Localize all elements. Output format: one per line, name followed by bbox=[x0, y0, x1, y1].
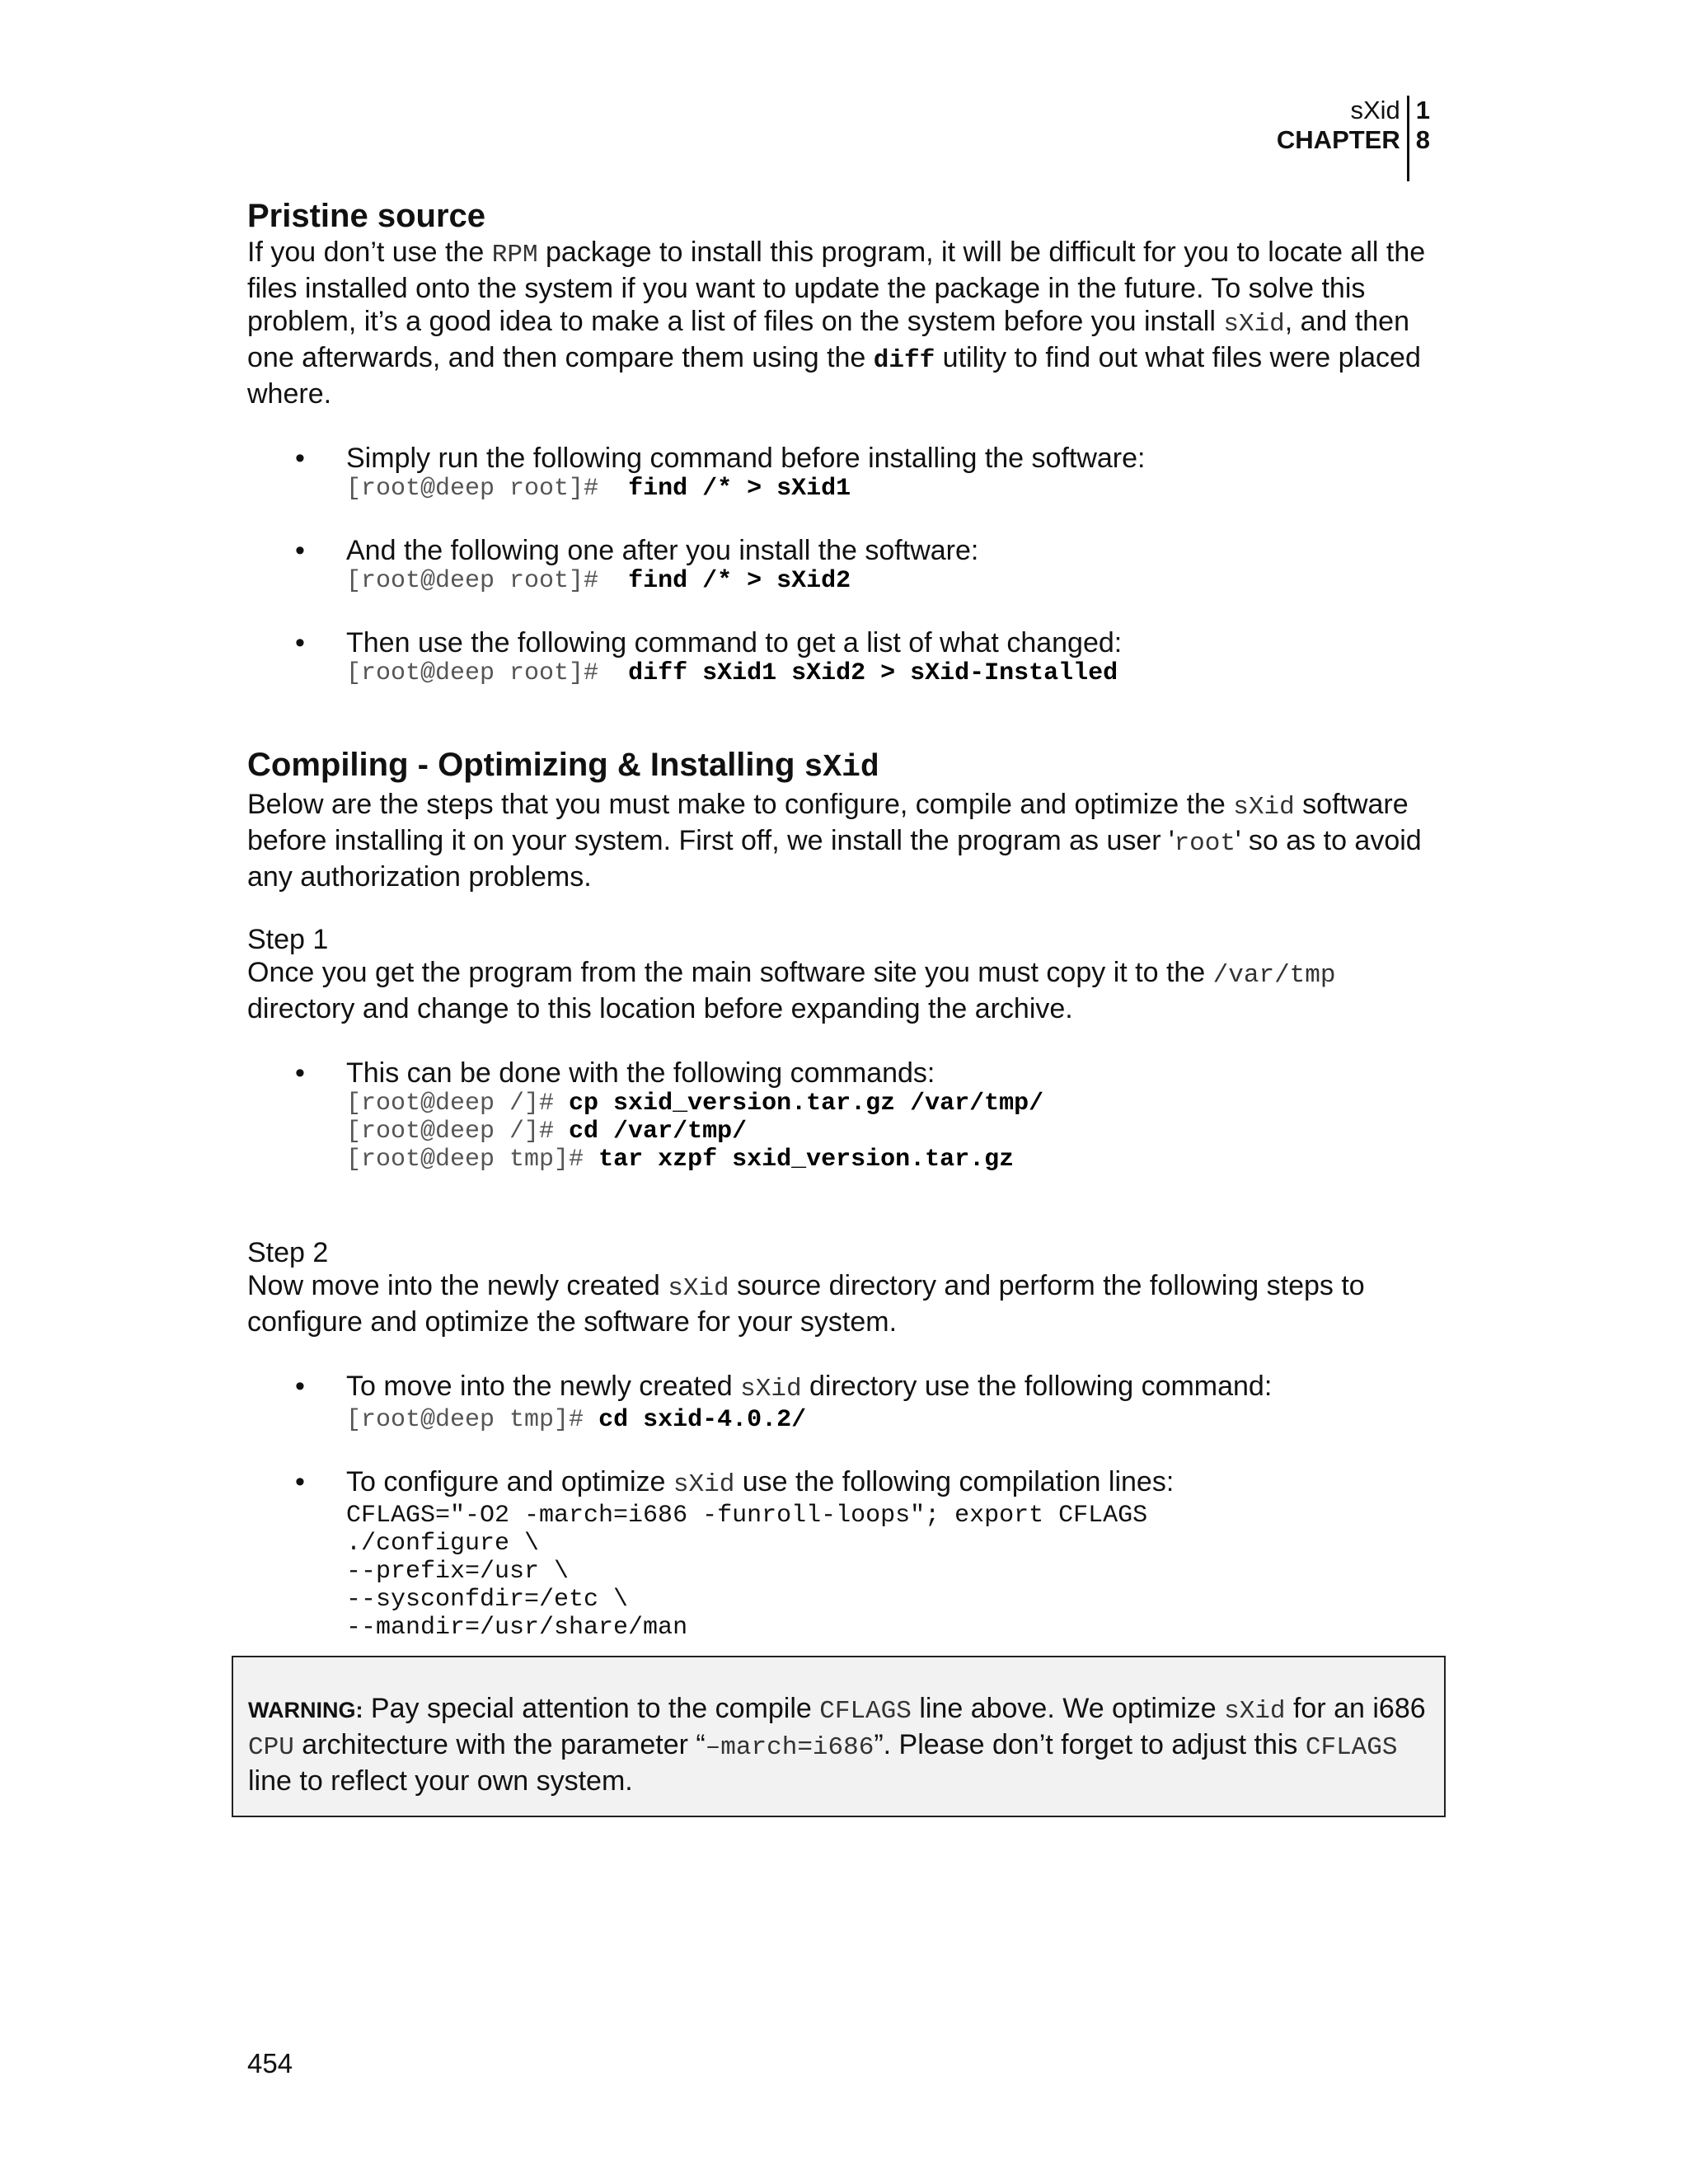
code-run: sXid bbox=[668, 1274, 729, 1303]
code-run: sXid bbox=[1223, 310, 1285, 339]
shell-command: find /* > sXid2 bbox=[628, 567, 851, 595]
list-item bbox=[247, 1370, 1442, 1434]
shell-command: cp sxid_version.tar.gz /var/tmp/ bbox=[569, 1090, 1044, 1118]
code-run: –march=i686 bbox=[705, 1733, 874, 1762]
text-run: ' so as to avoid any authorization problems. bbox=[247, 825, 1422, 893]
shell-command: cd /var/tmp/ bbox=[569, 1118, 748, 1146]
text-run: directory and change to this location before expanding the archive. bbox=[247, 993, 1073, 1024]
code-run: CPU bbox=[248, 1733, 294, 1762]
text-run: If you don’t use the bbox=[247, 237, 492, 268]
text-run: software before installing it on your system. First off, we install the program as user ' bbox=[247, 789, 1409, 856]
bullet-text: And the following one after you install the software: bbox=[346, 535, 979, 566]
code-run: root bbox=[1174, 829, 1236, 858]
bullet-text: This can be done with the following commands: bbox=[346, 1057, 935, 1089]
bullet-icon: • bbox=[295, 443, 305, 474]
compile-line: CFLAGS="-O2 -march=i686 -funroll-loops"; export CFLAGS bbox=[346, 1502, 1148, 1530]
code-run: diff bbox=[873, 346, 935, 375]
text-run: ”. Please don’t forget to adjust this bbox=[874, 1729, 1306, 1760]
bullet-icon: • bbox=[295, 1466, 305, 1497]
bullet-icon: • bbox=[295, 627, 305, 658]
code-run: /var/tmp bbox=[1212, 961, 1336, 990]
heading-code: sXid bbox=[804, 750, 879, 785]
compiling-paragraph bbox=[247, 788, 1442, 893]
shell-prompt: [root@deep /]# bbox=[346, 1090, 570, 1118]
text-run: To move into the newly created bbox=[346, 1371, 741, 1402]
header-labels bbox=[1277, 96, 1409, 181]
bullet-text bbox=[346, 1370, 1442, 1406]
command-line bbox=[346, 1090, 1442, 1118]
text-run: To configure and optimize bbox=[346, 1466, 673, 1497]
compile-line: --sysconfdir=/etc \ bbox=[346, 1586, 629, 1614]
shell-prompt: [root@deep root]# bbox=[346, 659, 629, 687]
code-run: sXid bbox=[1224, 1697, 1286, 1726]
bullet-text bbox=[346, 1465, 1442, 1502]
list-item bbox=[247, 442, 1442, 503]
pristine-heading: Pristine source bbox=[247, 198, 486, 234]
command-line bbox=[346, 475, 1442, 503]
header-chapter-number bbox=[1409, 96, 1430, 181]
text-run: utility to find out what files were placed where. bbox=[247, 342, 1421, 410]
header-chapter-label: CHAPTER bbox=[1276, 125, 1400, 154]
shell-command: cd sxid-4.0.2/ bbox=[598, 1406, 807, 1434]
page-number: 454 bbox=[247, 2048, 293, 2079]
compile-line: ./configure \ bbox=[346, 1530, 540, 1558]
warning-box bbox=[232, 1656, 1446, 1817]
code-run: sXid bbox=[1233, 793, 1295, 822]
shell-prompt: [root@deep root]# bbox=[346, 567, 629, 595]
text-run: directory use the following command: bbox=[801, 1371, 1273, 1402]
chapter-number-1: 1 bbox=[1415, 96, 1430, 124]
command-line bbox=[346, 1118, 1442, 1146]
command-line bbox=[346, 567, 1442, 595]
step1-paragraph bbox=[247, 956, 1442, 1025]
compile-line: --prefix=/usr \ bbox=[346, 1558, 570, 1586]
text-run: Pay special attention to the compile bbox=[363, 1693, 820, 1724]
list-item bbox=[247, 626, 1442, 687]
chapter-number-2: 8 bbox=[1415, 125, 1430, 154]
text-run: Now move into the newly created bbox=[247, 1270, 668, 1301]
bullet-text: Then use the following command to get a list of what changed: bbox=[346, 627, 1123, 658]
command-line bbox=[346, 659, 1442, 687]
bullet-icon: • bbox=[295, 1371, 305, 1402]
bullet-text: Simply run the following command before installing the software: bbox=[346, 443, 1146, 474]
shell-prompt: [root@deep root]# bbox=[346, 475, 629, 503]
shell-prompt: [root@deep /]# bbox=[346, 1118, 570, 1146]
header-title: sXid bbox=[1350, 96, 1400, 124]
text-run: for an i686 bbox=[1285, 1693, 1426, 1724]
pristine-paragraph bbox=[247, 236, 1442, 410]
warning-label: WARNING: bbox=[248, 1698, 363, 1722]
text-run: use the following compilation lines: bbox=[734, 1466, 1175, 1497]
list-item bbox=[247, 1465, 1442, 1642]
section-compiling bbox=[247, 745, 1442, 1642]
text-run: line above. We optimize bbox=[911, 1693, 1225, 1724]
bullet-icon: • bbox=[295, 1057, 305, 1089]
running-header bbox=[1277, 96, 1430, 181]
shell-prompt: [root@deep tmp]# bbox=[346, 1406, 599, 1434]
text-run: architecture with the parameter “ bbox=[293, 1729, 706, 1760]
step2-paragraph bbox=[247, 1269, 1442, 1338]
compiling-heading bbox=[247, 745, 1442, 788]
compile-line: --mandir=/usr/share/man bbox=[346, 1614, 688, 1642]
text-run: Once you get the program from the main software site you must copy it to the bbox=[247, 957, 1213, 988]
list-item bbox=[247, 534, 1442, 595]
step2-label: Step 2 bbox=[247, 1237, 329, 1268]
code-run: CFLAGS bbox=[819, 1697, 912, 1726]
command-line bbox=[346, 1406, 1442, 1434]
list-item bbox=[247, 1057, 1442, 1174]
heading-text: Compiling - Optimizing & Installing bbox=[247, 747, 804, 783]
shell-prompt: [root@deep tmp]# bbox=[346, 1146, 599, 1174]
shell-command: tar xzpf sxid_version.tar.gz bbox=[598, 1146, 1015, 1174]
code-run: RPM bbox=[491, 241, 538, 269]
shell-command: find /* > sXid1 bbox=[628, 475, 851, 503]
command-line bbox=[346, 1146, 1442, 1174]
text-run: Below are the steps that you must make to configure, compile and optimize the bbox=[247, 789, 1234, 820]
code-run: sXid bbox=[740, 1375, 802, 1404]
bullet-icon: • bbox=[295, 535, 305, 566]
code-run: CFLAGS bbox=[1305, 1733, 1398, 1762]
text-run: line to reflect your own system. bbox=[248, 1765, 633, 1797]
shell-command: diff sXid1 sXid2 > sXid-Installed bbox=[628, 659, 1118, 687]
section-pristine-source bbox=[247, 196, 1442, 687]
code-run: sXid bbox=[673, 1470, 735, 1499]
text-run: package to install this program, it will be difficult for you to locate all the files installed onto the system if you want to update the package in the future. To solve this problem, it’s a good idea to make a list of files on the system before you install bbox=[247, 237, 1426, 337]
warning-text bbox=[248, 1692, 1428, 1797]
text-run: source directory and perform the following steps to configure and optimize the software for your system. bbox=[247, 1270, 1365, 1338]
step1-label: Step 1 bbox=[247, 924, 329, 955]
text-run: , and then one afterwards, and then compare them using the bbox=[247, 306, 1409, 373]
